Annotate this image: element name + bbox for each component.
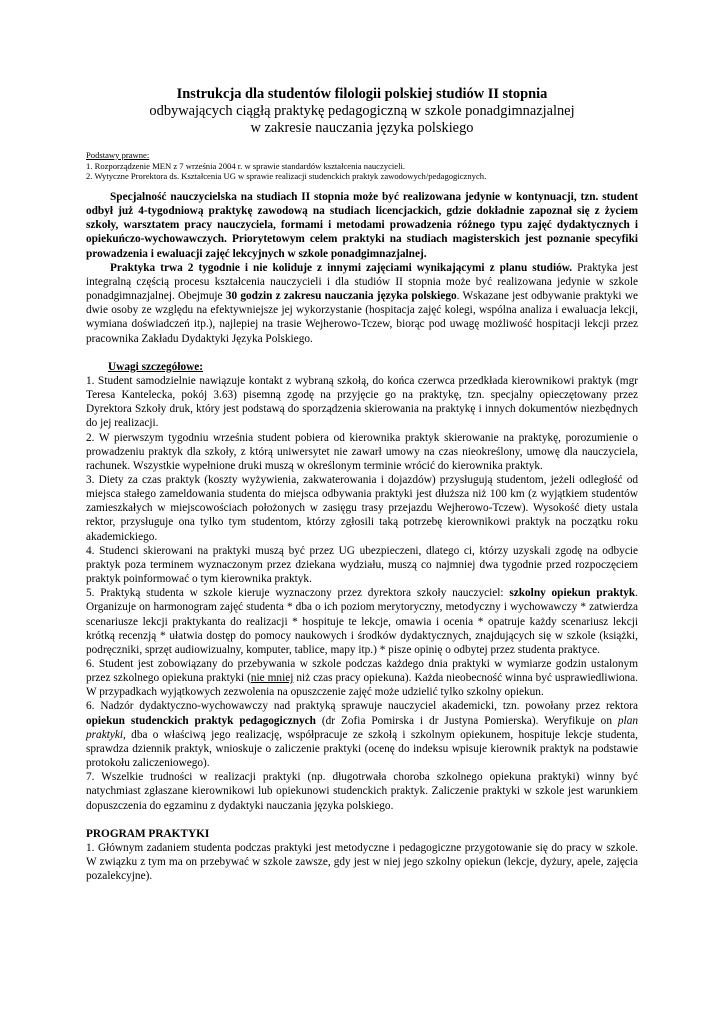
title-line-3: w zakresie nauczania języka polskiego [250,120,474,136]
paragraph-text: . Wskazane jest odbywanie praktyki we dwie osoby ze względu na efektywniejsze jej wykorzystanie (hospitacja zajęć kolegi, wspólna analiza i ewaluacja lekcji, wymiana doświadczeń itp.), najlepiej na trasie Wejherowo-Tczew, biorąc pod uwagę możliwość hospitacji lekcji przez pracownika Zakładu Dydaktyki Języka Polskiego. [86,290,638,345]
paragraph-text: niż czas pracy opiekuna). Każda nieobecność winna być usprawiedliwiona. W przypadkach wyjątkowych zezwolenia na opuszczenie zajęć może udzielić tylko szkolny opiekun. [86,672,638,699]
paragraph-text: (dr Zofia Pomirska i dr Justyna Pomierska). Weryfikuje on [315,714,618,727]
school-mentor-term: szkolny opiekun praktyk [509,587,636,600]
underlined-term: nie mniej [250,672,294,685]
document-body [86,190,638,883]
paragraph-text: , dba o właściwą jego realizację, współpracuje ze szkołą i szkolnym opiekunem, hospituje lekcje studenta, sprawdza dziennik praktyk, wnioskuje o zaliczenie praktyki (ocenę do indeksu wpisuje kierownik praktyk na podstawie protokołu zaliczeniowego). [86,728,638,770]
details-item-6b [86,699,638,770]
details-item-1: 1. Student samodzielnie nawiązuje kontakt z wybraną szkołą, do końca czerwca przedkłada kierownikowi praktyk (mgr Teresa Kantelecka, pokój 3.63) pisemną zgodę na przyjęcie go na praktykę, tzn. specjalny opieczętowany przez Dyrektora Szkoły druk, który jest podstawą do sporządzenia skierowania na praktykę i innych dokumentów niezbędnych do jej realizacji. [86,374,638,430]
paragraph-text: . Organizuje on harmonogram zajęć studenta * dba o ich poziom merytoryczny, metodyczny i wychowawczy * zatwierdza scenariusze lekcji praktykanta do realizacji * hospituje te lekcje, omawia i ocenia * opatruje każdy scenariusz lekcji krótką recenzją * ułatwia dostęp do pomocy naukowych i środków dydaktycznych, znajdujących się w szkole (książki, podręczniki, sprzęt audiowizualny, komputer, tablice, mapy itp.) * pisze opinię o odbytej przez studenta praktyce. [86,587,638,656]
legal-basis-header: Podstawy prawne: [86,150,150,160]
program-header: PROGRAM PRAKTYKI [86,827,210,840]
legal-basis-item: 2. Wytyczne Prorektora ds. Kształcenia UG w sprawie realizacji studenckich praktyk zawodowych/pedagogicznych. [86,171,487,182]
document-title [60,86,664,137]
intro-paragraph-1: Specjalność nauczycielska na studiach II stopnia może być realizowana jedynie w kontynuacji, tzn. student odbył już 4-tygodniową praktykę zawodową na studiach licencjackich, gdzie dokładnie zapoznał się z życiem szkoły, warsztatem pracy nauczyciela, formami i metodami prowadzenia różnego typu zajęć dydaktycznych i opiekuńczo-wychowawczych. Priorytetowym celem praktyki na studiach magisterskich jest poznanie specyfiki prowadzenia i ewaluacji zajęć lekcyjnych w szkole ponadgimnazjalnej. [86,191,638,260]
paragraph-text: 6. Nadzór dydaktyczno-wychowawczy nad praktyką sprawuje nauczyciel akademicki, tzn. powołany przez rektora [86,700,638,713]
legal-basis [86,150,646,182]
academic-mentor-term: opiekun studenckich praktyk pedagogicznych [86,714,316,727]
paragraph-text: 5. Praktyką studenta w szkole kieruje wyznaczony przez dyrektora szkoły nauczyciel: [86,587,510,600]
details-item-4: 4. Studenci skierowani na praktyki muszą być przez UG ubezpieczeni, dlatego ci, którzy uzyskali zgodę na odbycie praktyk poza terminem wyznaczonym przez dziekana wydziału, muszą co najmniej dwa tygodnie przed rozpoczęciem praktyk poinformować o tym kierownika praktyk. [86,544,638,586]
italic-term: plan praktyki [86,714,638,741]
legal-basis-item: 1. Rozporządzenie MEN z 7 września 2004 r. w sprawie standardów kształcenia nauczycieli. [86,160,406,171]
paragraph-text: 6. Student jest zobowiązany do przebywania w szkole podczas każdego dnia praktyki w wymiarze godzin ustalonym przez szkolnego opiekuna praktyki ( [86,658,638,685]
details-header: Uwagi szczegółowe: [108,360,204,373]
details-item-2: 2. W pierwszym tygodniu września student pobiera od kierownika praktyk skierowanie na praktykę, porozumienie o prowadzeniu praktyk dla szkoły, z którą uniwersytet nie zawarł umowy na czas nieokreślony, umowę dla nauczyciela, rachunek. Wszystkie wypełnione druki muszą w określonym terminie wrócić do kierownika praktyk. [86,431,638,472]
title-line-2: odbywających ciągłą praktykę pedagogiczną w szkole ponadgimnazjalnej [149,103,575,119]
details-item-5 [86,586,638,657]
intro-paragraph-2 [86,261,638,346]
duration-statement: Praktyka trwa 2 tygodnie i nie koliduje z innymi zajęciami wynikającymi z planu studiów. [110,261,573,274]
details-item-6a [86,657,638,699]
details-item-7: 7. Wszelkie trudności w realizacji praktyki (np. długotrwała choroba szkolnego opiekuna praktyki) winny być natychmiast zgłaszane kierownikowi lub opiekunowi studenckich praktyk. Zaliczenie praktyki w szkole jest warunkiem dopuszczenia do egzaminu z dydaktyki nauczania języka polskiego. [86,771,638,812]
paragraph-text: Praktyka jest integralną częścią procesu kształcenia nauczycieli i dla studiów II stopnia może być realizowana jedynie w szkole ponadgimnazjalnej. Obejmuje [86,261,638,303]
hours-statement: 30 godzin z zakresu nauczania języka polskiego [225,290,457,303]
title-line-1: Instrukcja dla studentów filologii polskiej studiów II stopnia [176,86,548,102]
program-item-1: 1. Głównym zadaniem studenta podczas praktyki jest metodyczne i pedagogiczne przygotowanie się do pracy w szkole. W związku z tym ma on przebywać w szkole zawsze, gdy jest w niej jego szkolny opiekun (lekcje, dyżury, apele, zajęcia pozalekcyjne). [86,841,638,883]
details-item-3: 3. Diety za czas praktyk (koszty wyżywienia, zakwaterowania i dojazdów) przysługują studentom, jeżeli odległość od miejsca stałego zameldowania studenta do miejsca odbywania praktyki jest dłuższa niż 100 km (z wyjątkiem studentów zamieszkałych w miejscowościach położonych w zasięgu trasy przejazdu Wejherowo-Tczew). Wysokość diety ustala rektor, przysługuje ona tylko tym studentom, którzy zgłosili taką potrzebę kierownikowi praktyk na początku roku akademickiego. [86,473,638,543]
